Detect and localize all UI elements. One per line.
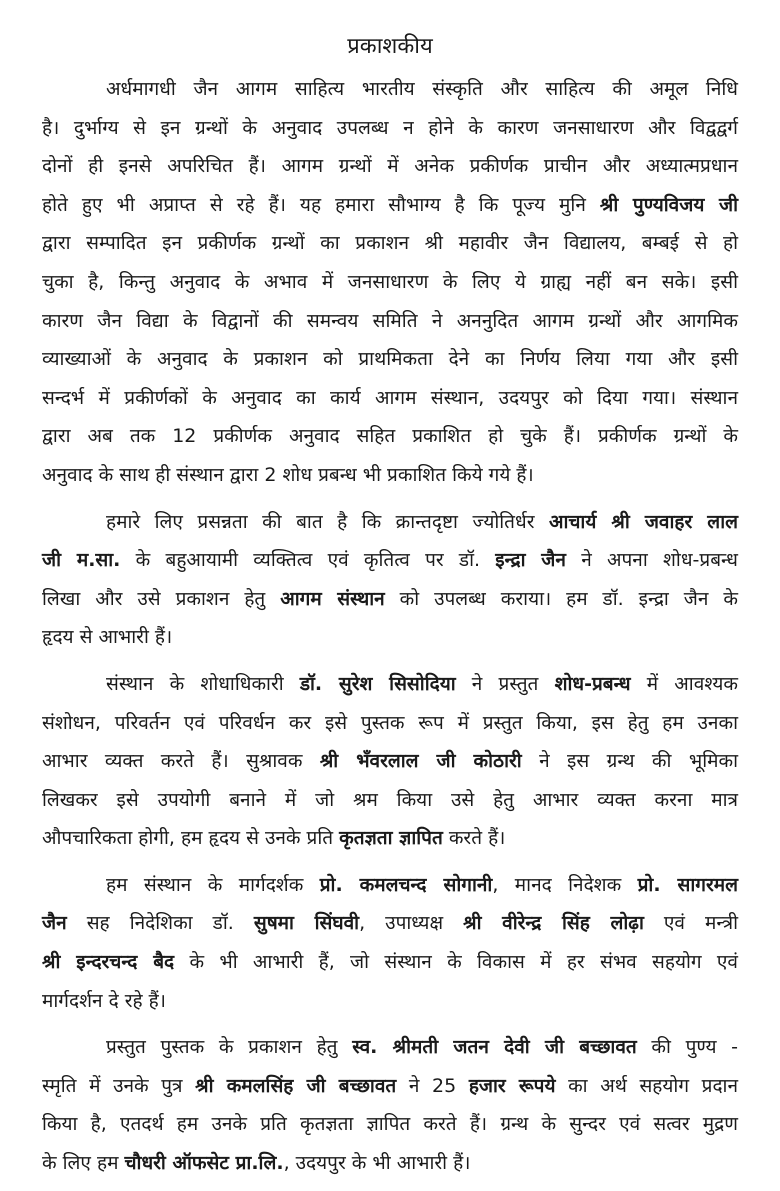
text-segment: किया है, एतदर्थ हम उनके प्रति कृतज्ञता ज्ञापित करते हैं। ग्रन्थ के सुन्दर एवं सत्वर मुद्रण	[42, 1113, 738, 1136]
paragraph	[42, 665, 738, 858]
text-segment: , उपाध्यक्ष	[359, 912, 464, 935]
paragraph	[42, 866, 738, 1020]
text-segment: के बहुआयामी व्यक्तित्व एवं कृतित्व पर डॉ.	[120, 549, 496, 572]
text-line	[42, 379, 738, 418]
text-segment: कारण जैन विद्या के विद्वानों की समन्वय समिति ने अननुदित आगम ग्रन्थों और आगमिक	[42, 309, 738, 332]
text-line	[42, 704, 738, 743]
text-segment: ने अपना शोध-प्रबन्ध	[565, 549, 738, 572]
text-segment: , मानद निदेशक	[492, 873, 638, 896]
bold-text: श्री भँवरलाल जी कोठारी	[319, 750, 522, 773]
text-segment: अनुवाद के साथ ही संस्थान द्वारा 2 शोध प्रबन्ध भी प्रकाशित किये गये हैं।	[42, 463, 534, 486]
text-line	[42, 866, 738, 905]
paragraph	[42, 503, 738, 657]
text-line	[42, 1028, 738, 1067]
text-line	[42, 1105, 738, 1144]
text-segment: स्मृति में उनके पुत्र	[42, 1074, 196, 1097]
text-segment: लिखा और उसे प्रकाशन हेतु	[42, 587, 281, 610]
text-line	[42, 503, 738, 542]
bold-text: डॉ. सुरेश सिसोदिया	[299, 672, 456, 695]
bold-text: आचार्य श्री जवाहर लाल	[548, 510, 738, 533]
bold-text: चौधरी ऑफसेट प्रा.लि.	[124, 1152, 284, 1175]
text-segment: द्वारा अब तक 12 प्रकीर्णक अनुवाद सहित प्रकाशित हो चुके हैं। प्रकीर्णक ग्रन्थों के	[42, 425, 738, 448]
document-page	[42, 28, 738, 1191]
text-line	[42, 417, 738, 456]
text-segment: ने प्रस्तुत	[455, 672, 555, 695]
bold-text: शोध-प्रबन्ध	[554, 672, 631, 695]
text-segment: के भी आभारी हैं, जो संस्थान के विकास में हर संभव सहयोग एवं	[174, 951, 738, 974]
bold-text: हजार रूपये	[468, 1074, 556, 1097]
text-line	[42, 819, 738, 858]
text-line	[42, 943, 738, 982]
text-segment: मार्गदर्शन दे रहे हैं।	[42, 989, 166, 1012]
text-line	[42, 224, 738, 263]
text-segment: एवं मन्त्री	[643, 912, 738, 935]
bold-text: कृतज्ञता ज्ञापित	[339, 827, 443, 850]
text-line	[42, 541, 738, 580]
bold-text: स्व. श्रीमती जतन देवी जी बच्छावत	[352, 1036, 637, 1059]
text-segment: व्याख्याओं के अनुवाद के प्रकाशन को प्राथमिकता देने का निर्णय लिया गया और इसी	[42, 348, 738, 371]
text-segment: आभार व्यक्त करते हैं। सुश्रावक	[42, 750, 320, 773]
text-line	[42, 904, 738, 943]
text-segment: द्वारा सम्पादित इन प्रकीर्णक ग्रन्थों का प्रकाशन श्री महावीर जैन विद्यालय, बम्बई से हो	[42, 232, 738, 255]
text-segment: चुका है, किन्तु अनुवाद के अभाव में जनसाधारण के लिए ये ग्राह्य नहीं बन सके। इसी	[42, 270, 738, 293]
text-segment: सन्दर्भ में प्रकीर्णकों के अनुवाद का कार्य आगम संस्थान, उदयपुर को दिया गया। संस्थान	[42, 386, 738, 409]
text-line	[42, 982, 738, 1021]
text-segment: में आवश्यक	[630, 672, 738, 695]
text-segment: सह निदेशिका डॉ.	[66, 912, 254, 935]
bold-text: सुषमा सिंघवी	[253, 912, 360, 935]
text-segment: लिखकर इसे उपयोगी बनाने में जो श्रम किया उसे हेतु आभार व्यक्त करना मात्र	[42, 788, 738, 811]
text-segment: दोनों ही इनसे अपरिचित हैं। आगम ग्रन्थों में अनेक प्रकीर्णक प्राचीन और अध्यात्मप्रधान	[42, 155, 738, 178]
text-segment: का अर्थ सहयोग प्रदान	[555, 1074, 739, 1097]
text-line	[42, 147, 738, 186]
document-body	[42, 70, 738, 1183]
text-segment: अर्धमागधी जैन आगम साहित्य भारतीय संस्कृति और साहित्य की अमूल निधि	[106, 78, 738, 100]
bold-text: श्री वीरेन्द्र सिंह लोढ़ा	[463, 912, 644, 935]
text-segment: होते हुए भी अप्राप्त से रहे हैं। यह हमारा सौभाग्य है कि पूज्य मुनि	[42, 193, 600, 216]
text-line	[42, 580, 738, 619]
bold-text: श्री पुण्यविजय जी	[599, 193, 738, 216]
text-line	[42, 186, 738, 225]
text-segment: है। दुर्भाग्य से इन ग्रन्थों के अनुवाद उपलब्ध न होने के कारण जनसाधारण और विद्वद्वर्ग	[42, 116, 738, 139]
text-segment: संशोधन, परिवर्तन एवं परिवर्धन कर इसे पुस्तक रूप में प्रस्तुत किया, इस हेतु हम उनका	[42, 711, 738, 734]
bold-text: प्रो. कमलचन्द सोगानी	[319, 873, 493, 896]
text-line	[42, 665, 738, 704]
bold-text: आगम संस्थान	[280, 587, 385, 610]
text-segment: के लिए हम	[42, 1152, 125, 1175]
bold-text: प्रो. सागरमल	[637, 873, 739, 896]
text-segment: की पुण्य -	[636, 1036, 739, 1059]
text-segment: हृदय से आभारी हैं।	[42, 626, 173, 649]
page-title: प्रकाशकीय	[347, 34, 433, 59]
text-segment: औपचारिकता होगी, हम हृदय से उनके प्रति	[42, 827, 340, 850]
bold-text: जी म.सा.	[42, 549, 121, 572]
text-line	[42, 302, 738, 341]
text-line	[42, 1144, 738, 1183]
paragraph	[42, 70, 738, 495]
text-segment: संस्थान के शोधाधिकारी	[106, 672, 300, 695]
text-segment: ने 25	[396, 1074, 469, 1097]
text-segment: , उदयपुर के भी आभारी हैं।	[283, 1152, 471, 1175]
text-line	[42, 263, 738, 302]
paragraph	[42, 1028, 738, 1182]
bold-text: श्री कमलसिंह जी बच्छावत	[195, 1074, 397, 1097]
text-line	[42, 618, 738, 657]
text-line	[42, 781, 738, 820]
text-line	[42, 742, 738, 781]
text-segment: हमारे लिए प्रसन्नता की बात है कि क्रान्तदृष्टा ज्योतिर्धर	[106, 510, 549, 533]
bold-text: जैन	[42, 912, 67, 935]
text-segment: करते हैं।	[442, 827, 506, 850]
text-segment: ने इस ग्रन्थ की भूमिका	[521, 750, 739, 773]
text-segment: प्रस्तुत पुस्तक के प्रकाशन हेतु	[106, 1036, 353, 1059]
text-line	[42, 109, 738, 148]
text-line	[42, 1067, 738, 1106]
text-line	[42, 340, 738, 379]
text-line	[42, 456, 738, 495]
bold-text: श्री इन्दरचन्द बैद	[42, 951, 175, 974]
text-line	[42, 70, 738, 109]
text-segment: हम संस्थान के मार्गदर्शक	[106, 873, 320, 896]
bold-text: इन्द्रा जैन	[495, 549, 566, 572]
text-segment: को उपलब्ध कराया। हम डॉ. इन्द्रा जैन के	[384, 587, 738, 610]
